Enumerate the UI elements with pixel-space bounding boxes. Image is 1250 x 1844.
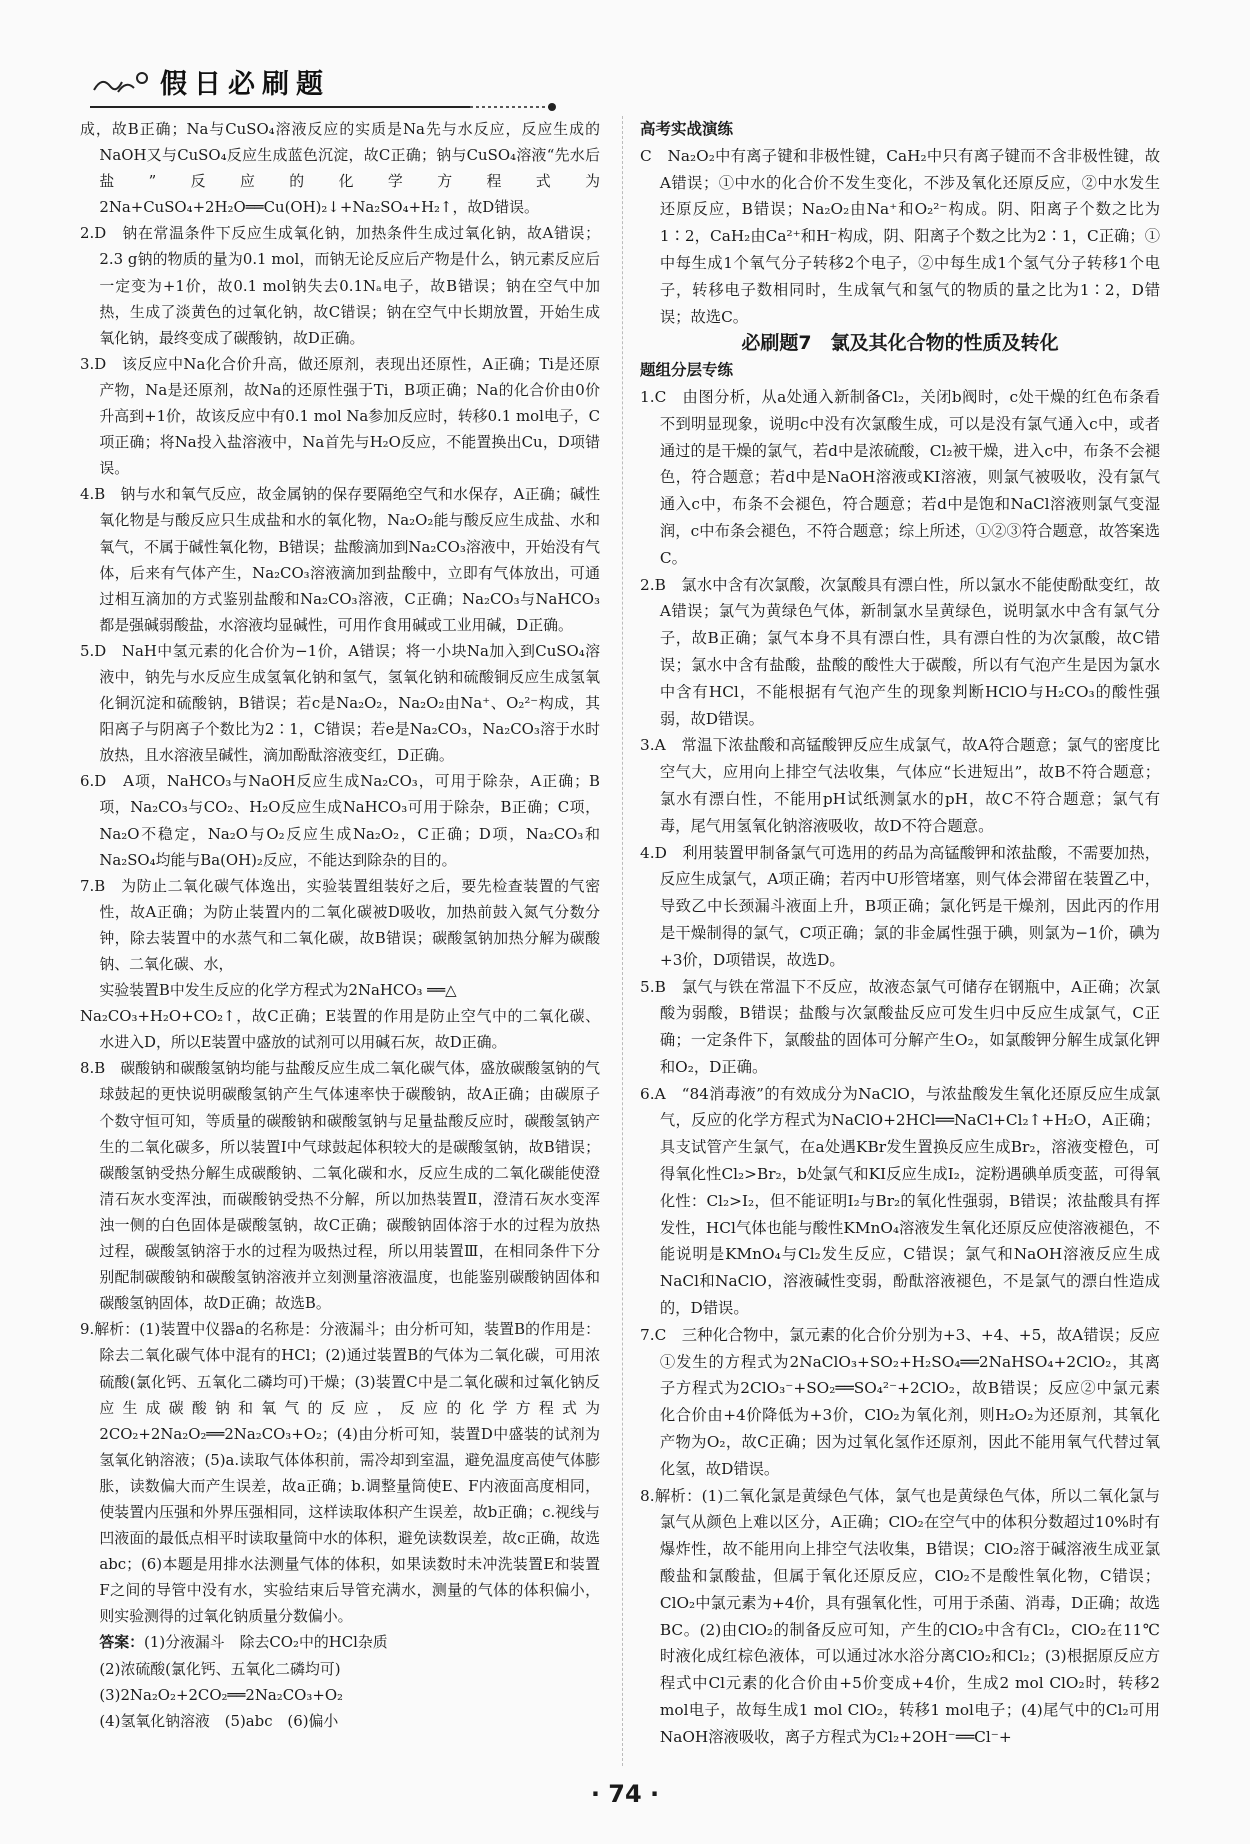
solution-continuation: 实验装置B中发生反应的化学方程式为2NaHCO₃ ══△ — [99, 981, 457, 1000]
solution-item: 2.B 氯水中含有次氯酸，次氯酸具有漂白性，所以氯水不能使酚酞变红，故A错误；氯气为黄绿色气体，新制氯水呈黄绿色，说明氯水中含有氯气分子，故B正确；氯气本身不具有漂白性，具有漂白性的为次氯酸，故C错误；氯水中含有盐酸，盐酸的酸性大于碳酸，所以有气泡产生是因为氯水中含有HCl，不能根据有气泡产生的现象判断HClO与H₂CO₃的酸性强弱，故D错误。 — [640, 575, 1160, 728]
answer-text: (4)氢氧化钠溶液 (5)abc (6)偏小 — [99, 1711, 339, 1730]
solution-item: 5.D NaH中氢元素的化合价为−1价，A错误；将一小块Na加入到CuSO₄溶液中，钠先与水反应生成氢氧化钠和氢气，氢氧化钠和硫酸铜反应生成氢氧化铜沉淀和硫酸钠，B错误；若c是Na₂O₂，Na₂O₂由Na⁺、O₂²⁻构成，其阳离子与阴离子个数比为2∶1，C错误；若e是Na₂CO₃，Na₂CO₃溶于水时放热，且水溶液呈碱性，滴加酚酞溶液变红，D正确。 — [80, 641, 600, 765]
solution-item: 4.D 利用装置甲制备氯气可选用的药品为高锰酸钾和浓盐酸，不需要加热，反应生成氯气，A项正确；若丙中U形管堵塞，则气体会滞留在装置乙中，导致乙中长颈漏斗液面上升，B项正确；氯化钙是干燥剂，因此丙的作用是干燥制得的氯气，C项正确；氯的非金属性强于碘，则氯为−1价，碘为+3价，D项错误，故选D。 — [640, 843, 1160, 969]
solution-item: 3.A 常温下浓盐酸和高锰酸钾反应生成氯气，故A符合题意；氯气的密度比空气大，应用向上排空气法收集，气体应“长进短出”，故B不符合题意；氯水有漂白性，不能用pH试纸测氯水的pH，故C不符合题意；氯气有毒，尾气用氢氧化钠溶液吸收，故D不符合题意。 — [640, 736, 1160, 835]
header-rule — [90, 102, 1170, 112]
solution-item: 9.解析：(1)装置中仪器a的名称是：分液漏斗；由分析可知，装置B的作用是：除去二氧化碳气体中混有的HCl；(2)通过装置B的气体为二氧化碳，可用浓硫酸(氯化钙、五氧化二磷均可)干燥；(3)装置C中是二氧化碳和过氧化钠反应生成碳酸钠和氧气的反应，反应的化学方程式为2CO₂+2Na₂O₂══2Na₂CO₃+O₂；(4)由分析可知，装置D中盛装的试剂为氢氧化钠溶液；(5)a.读取气体体积前，需冷却到室温，避免温度高使气体膨胀，读数偏大而产生误差，故a正确；b.调整量筒使E、F内液面高度相同，使装置内压强和外界压强相同，这样读取体积产生误差，故b正确；c.视线与凹液面的最低点相平时读取量筒中水的体积，避免读数误差，故c正确，故选abc；(6)本题是用排水法测量气体的体积，如果读数时未冲洗装置E和装置F之间的导管中没有水，实验结束后导管充满水，测量的气体的体积偏小，则实验测得的过氧化钠质量分数偏小。 — [80, 1320, 600, 1626]
solution-item: 3.D 该反应中Na化合价升高，做还原剂，表现出还原性，A正确；Ti是还原产物，Na是还原剂，故Na的还原性强于Ti，B项正确；Na的化合价由0价升高到+1价，故该反应中有0.1 mol Na参加反应时，转移0.1 mol电子，C项正确；将Na投入盐溶液中，Na首先与H₂O反应，不能置换出Cu，D项错误。 — [80, 354, 600, 478]
answer-text: (2)浓硫酸(氯化钙、五氧化二磷均可) — [99, 1659, 341, 1678]
solution-item: 成，故B正确；Na与CuSO₄溶液反应的实质是Na先与水反应，反应生成的NaOH又与CuSO₄反应生成蓝色沉淀，故C正确；钠与CuSO₄溶液“先水后盐”反应的化学方程式为2Na+CuSO₄+2H₂O══Cu(OH)₂↓+Na₂SO₄+H₂↑，故D错误。 — [80, 120, 600, 217]
answer-line — [80, 1682, 600, 1708]
solution-item: 6.A “84消毒液”的有效成分为NaClO，与浓盐酸发生氧化还原反应生成氯气，反应的化学方程式为NaClO+2HCl══NaCl+Cl₂↑+H₂O，A正确；具支试管产生氯气，在a处遇KBr发生置换反应生成Br₂，溶液变橙色，可得氧化性Cl₂>Br₂，b处氯气和KI反应生成I₂，淀粉遇碘单质变蓝，可得氧化性：Cl₂>I₂，但不能证明I₂与Br₂的氧化性强弱，B错误；浓盐酸具有挥发性，HCl气体也能与酸性KMnO₄溶液发生氧化还原反应使溶液褪色，不能说明是KMnO₄与Cl₂发生反应，C错误；氯气和NaOH溶液反应生成NaCl和NaClO，溶液碱性变弱，酚酞溶液褪色，不是氯气的漂白性造成的，D错误。 — [640, 1084, 1160, 1318]
solution-item: 7.B 为防止二氧化碳气体逸出，实验装置组装好之后，要先检查装置的气密性，故A正确；为防止装置内的二氧化碳被D吸收，加热前鼓入氮气分数分钟，除去装置中的水蒸气和二氧化碳，故B错误；碳酸氢钠加热分解为碳酸钠、二氧化碳、水， — [80, 876, 600, 973]
header-title: 假日必刷题 — [160, 69, 330, 100]
solution-item: C Na₂O₂中有离子键和非极性键，CaH₂中只有离子键而不含非极性键，故A错误；①中水的化合价不发生变化，不涉及氧化还原反应，②中水发生还原反应，B错误；Na₂O₂由Na⁺和O₂²⁻构成。阴、阳离子个数之比为1∶2，CaH₂由Ca²⁺和H⁻构成，阴、阳离子个数之比为2∶1，C正确；①中每生成1个氧气分子转移2个电子，②中每生成1个氢气分子转移1个电子，转移电子数相同时，生成氧气和氢气的物质的量之比为1∶2，D错误；故选C。 — [640, 146, 1160, 326]
solution-item: 8.B 碳酸钠和碳酸氢钠均能与盐酸反应生成二氧化碳气体，盛放碳酸氢钠的气球鼓起的更快说明碳酸氢钠产生气体速率快于碳酸钠，故A正确；由碳原子个数守恒可知，等质量的碳酸钠和碳酸氢钠与足量盐酸反应时，碳酸氢钠产生的二氧化碳多，所以装置Ⅰ中气球鼓起体积较大的是碳酸氢钠，故B错误；碳酸氢钠受热分解生成碳酸钠、二氧化碳和水，反应生成的二氧化碳能使澄清石灰水变浑浊，而碳酸钠受热不分解，所以加热装置Ⅱ，澄清石灰水变浑浊一侧的白色固体是碳酸氢钠，故C正确；碳酸钠固体溶于水的过程为放热过程，碳酸氢钠溶于水的过程为吸热过程，所以用装置Ⅲ，在相同条件下分别配制碳酸钠和碳酸氢钠溶液并立刻测量溶液温度，也能鉴别碳酸钠固体和碳酸氢钠固体，故D正确；故选B。 — [80, 1059, 600, 1313]
solution-item: Na₂CO₃+H₂O+CO₂↑，故C正确；E装置的作用是防止空气中的二氧化碳、水进入D，所以E装置中盛放的试剂可以用碱石灰，故D正确。 — [80, 1007, 600, 1052]
page-header — [90, 62, 1170, 112]
answer-text: (3)2Na₂O₂+2CO₂══2Na₂CO₃+O₂ — [99, 1685, 344, 1704]
answer-line — [80, 1656, 600, 1682]
page-number: · 74 · — [590, 1780, 660, 1808]
solution-item: 5.B 氯气与铁在常温下不反应，故液态氯气可储存在钢瓶中，A正确；次氯酸为弱酸，B错误；盐酸与次氯酸盐反应可发生归中反应生成氯气，C正确；一定条件下，氯酸盐的固体可分解产生O₂，如氯酸钾分解生成氯化钾和O₂，D正确。 — [640, 977, 1160, 1076]
column-separator — [622, 116, 623, 1766]
header-logo-icon — [90, 66, 152, 98]
left-column — [80, 116, 600, 1734]
answer-text: (1)分液漏斗 除去CO₂中的HCl杂质 — [144, 1633, 388, 1652]
solution-item: 1.C 由图分析，从a处通入新制备Cl₂，关闭b阀时，c处干燥的红色布条看不到明显现象，说明c中没有次氯酸生成，可以是没有氯气通入c中，或者通过的是干燥的氯气，若d中是浓硫酸，Cl₂被干燥，进入c中，布条不会褪色，符合题意；若d中是NaOH溶液或KI溶液，则氯气被吸收，没有氯气通入c中，布条不会褪色，符合题意；若d中是饱和NaCl溶液则氯气变湿润，c中布条会褪色，不符合题意；综上所述，①②③符合题意，故答案选C。 — [640, 387, 1160, 567]
solution-item: 4.B 钠与水和氧气反应，故金属钠的保存要隔绝空气和水保存，A正确；碱性氧化物是与酸反应只生成盐和水的氧化物，Na₂O₂能与酸反应生成盐、水和氧气，不属于碱性氧化物，B错误；盐酸滴加到Na₂CO₃溶液中，开始没有气体，后来有气体产生，Na₂CO₃溶液滴加到盐酸中，立即有气体放出，可通过相互滴加的方式鉴别盐酸和Na₂CO₃溶液，C正确；Na₂CO₃与NaHCO₃都是强碱弱酸盐，水溶液均显碱性，可用作食用碱或工业用碱，D正确。 — [80, 485, 601, 634]
answer-line — [80, 1708, 600, 1734]
solution-item: 6.D A项，NaHCO₃与NaOH反应生成Na₂CO₃，可用于除杂，A正确；B项，Na₂CO₃与CO₂、H₂O反应生成NaHCO₃可用于除杂，B正确；C项，Na₂O不稳定，Na₂O与O₂反应生成Na₂O₂，C正确；D项，Na₂CO₃和Na₂SO₄均能与Ba(OH)₂反应，不能达到除杂的目的。 — [80, 772, 600, 869]
chapter-title: 必刷题7 氯及其化合物的性质及转化 — [741, 332, 1059, 355]
answer-label: 答案： — [99, 1633, 145, 1652]
section-heading: 题组分层专练 — [640, 361, 734, 380]
answer-line — [80, 1629, 600, 1655]
right-column — [640, 116, 1160, 1751]
solution-item: 2.D 钠在常温条件下反应生成氧化钠，加热条件生成过氧化钠，故A错误；2.3 g钠的物质的量为0.1 mol，而钠无论反应后产物是什么，钠元素反应后一定变为+1价，故0.1 mol钠失去0.1Nₐ电子，故B错误；钠在空气中加热，生成了淡黄色的过氧化钠，故C错误；钠在空气中长期放置，开始生成氧化钠，最终变成了碳酸钠，故D正确。 — [80, 224, 600, 347]
section-heading: 高考实战演练 — [640, 120, 734, 138]
solution-item: 8.解析：(1)二氧化氯是黄绿色气体，氯气也是黄绿色气体，所以二氧化氯与氯气从颜色上难以区分，A正确；ClO₂在空气中的体积分数超过10%时有爆炸性，故不能用向上排空气法收集，B错误；ClO₂溶于碱溶液生成亚氯酸盐和氯酸盐，但属于氧化还原反应，ClO₂不是酸性氧化物，C错误；ClO₂中氯元素为+4价，具有强氧化性，可用于杀菌、消毒，D正确；故选BC。(2)由ClO₂的制备反应可知，产生的ClO₂中含有Cl₂，ClO₂在11℃时液化成红棕色液体，可以通过冰水浴分离ClO₂和Cl₂；(3)根据原反应方程式中Cl元素的化合价由+5价变成+4价，生成2 mol ClO₂时，转移2 mol电子，故每生成1 mol ClO₂，转移1 mol电子；(4)尾气中的Cl₂可用NaOH溶液吸收，离子方程式为Cl₂+2OH⁻══Cl⁻+ — [640, 1486, 1160, 1746]
solution-item: 7.C 三种化合物中，氯元素的化合价分别为+3、+4、+5，故A错误；反应①发生的方程式为2NaClO₃+SO₂+H₂SO₄══2NaHSO₄+2ClO₂，其离子方程式为2ClO₃⁻+SO₂══SO₄²⁻+2ClO₂，故B错误；反应②中氯元素化合价由+4价降低为+3价，ClO₂为氧化剂，则H₂O₂为还原剂，其氧化产物为O₂，故C正确；因为过氧化氢作还原剂，因此不能用氧气代替过氧化氢，故D错误。 — [640, 1325, 1160, 1478]
